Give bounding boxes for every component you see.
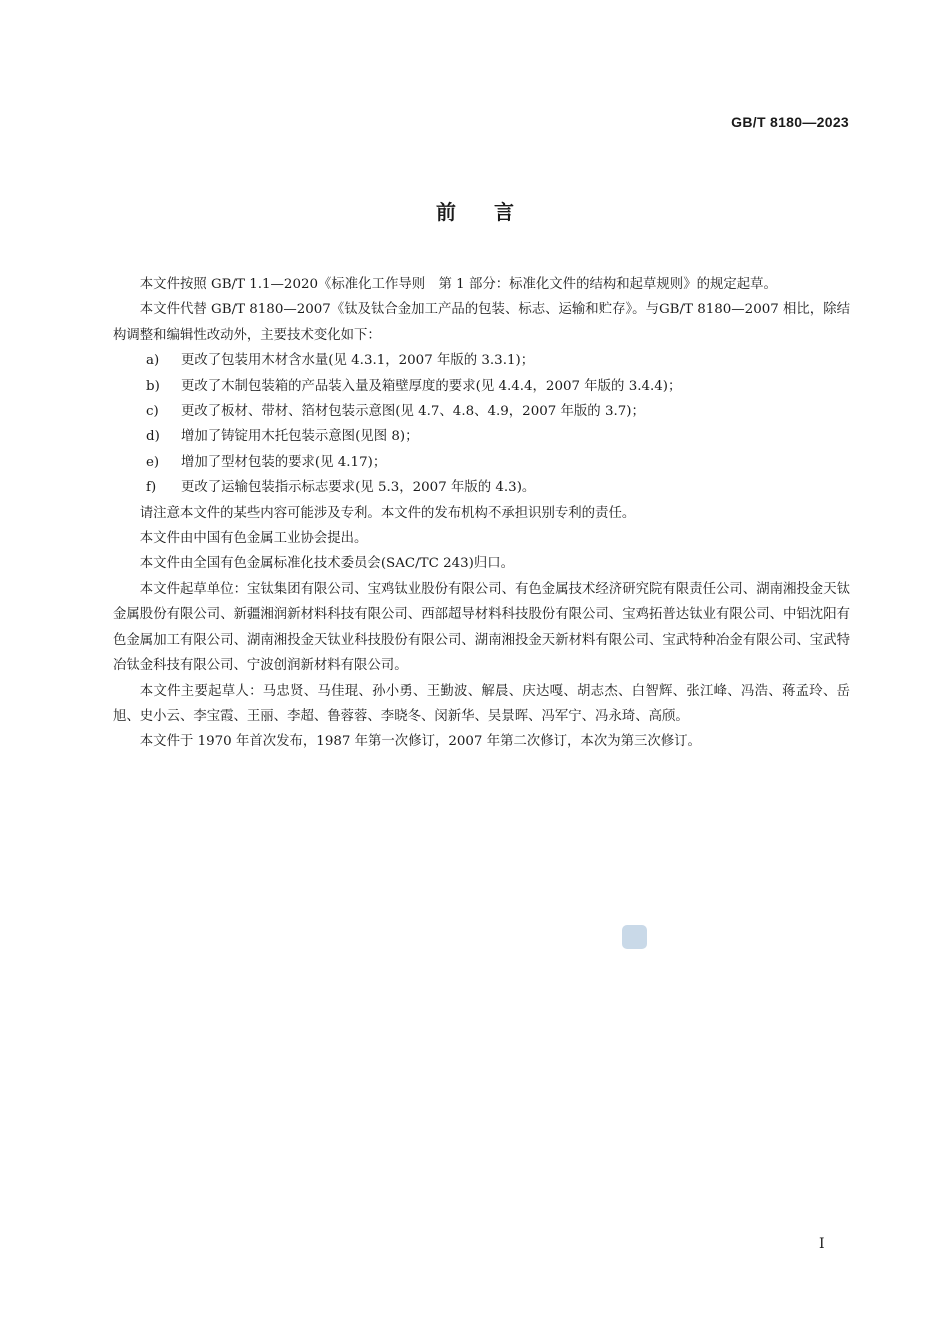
page-number: I (819, 1236, 825, 1252)
list-item (113, 475, 850, 500)
list-item-marker: e) (146, 454, 160, 470)
list-item-marker: a) (146, 353, 160, 369)
list-item-marker: c) (146, 404, 159, 420)
page-title: 前言 (436, 200, 552, 224)
paragraph-administered-by: 本文件由全国有色金属标准化技术委员会(SAC/TC 243)归口。 (139, 556, 515, 572)
list-item (113, 399, 850, 424)
paragraph-drafting-rules: 本文件按照 GB/T 1.1—2020《标准化工作导则 第 1 部分：标准化文件的结构和起草规则》的规定起草。 (139, 277, 777, 292)
paragraph-drafters: 本文件主要起草人：马忠贤、马佳琨、孙小勇、王勤波、解晨、庆达嘎、胡志杰、白智辉、张江峰、冯浩、蒋孟玲、岳旭、史小云、李宝霞、王丽、李超、鲁蓉蓉、李晓冬、闵新华、吴景晖、冯军宁、冯永琦、高颀。 (113, 683, 850, 724)
list-item-marker: b) (146, 378, 160, 394)
list-item (113, 424, 850, 449)
list-item (113, 374, 850, 399)
list-item-marker: f) (146, 480, 157, 496)
list-item-text: 更改了包装用木材含水量(见 4.3.1，2007 年版的 3.3.1)； (181, 353, 535, 369)
list-item-text: 更改了运输包装指示标志要求(见 5.3，2007 年版的 4.3)。 (181, 480, 536, 496)
list-item-text: 增加了铸锭用木托包装示意图(见图 8)； (181, 429, 419, 445)
list-item-text: 更改了木制包装箱的产品装入量及箱壁厚度的要求(见 4.4.4，2007 年版的 3.4.4)； (181, 378, 682, 394)
list-item-text: 增加了型材包装的要求(见 4.17)； (181, 454, 387, 470)
foreword-body (113, 272, 850, 755)
document-code: GB/T 8180—2023 (731, 114, 849, 130)
list-item (113, 450, 850, 475)
list-item-text: 更改了板材、带材、箔材包装示意图(见 4.7、4.8、4.9，2007 年版的 3.7)； (181, 404, 645, 420)
list-item (113, 348, 850, 373)
sac-watermark-badge (622, 925, 647, 949)
paragraph-proposed-by: 本文件由中国有色金属工业协会提出。 (139, 531, 368, 547)
paragraph-patent-notice: 请注意本文件的某些内容可能涉及专利。本文件的发布机构不承担识别专利的责任。 (139, 505, 636, 521)
sac-watermark-icon (622, 925, 647, 949)
paragraph-history: 本文件于 1970 年首次发布，1987 年第一次修订，2007 年第二次修订，本次为第三次修订。 (139, 734, 701, 750)
paragraph-replaces: 本文件代替 GB/T 8180—2007《钛及钛合金加工产品的包装、标志、运输和贮存》。与GB/T 8180—2007 相比，除结构调整和编辑性改动外，主要技术变化如下： (113, 302, 850, 343)
list-item-marker: d) (146, 429, 160, 445)
paragraph-drafting-units: 本文件起草单位：宝钛集团有限公司、宝鸡钛业股份有限公司、有色金属技术经济研究院有限责任公司、湖南湘投金天钛金属股份有限公司、新疆湘润新材料科技有限公司、西部超导材料科技股份有限公司、宝鸡拓普达钛业有限公司、中铝沈阳有色金属加工有限公司、湖南湘投金天钛业科技股份有限公司、湖南湘投金天新材料有限公司、宝武特种冶金有限公司、宝武特冶钛金科技有限公司、宁波创润新材料有限公司。 (113, 581, 850, 674)
